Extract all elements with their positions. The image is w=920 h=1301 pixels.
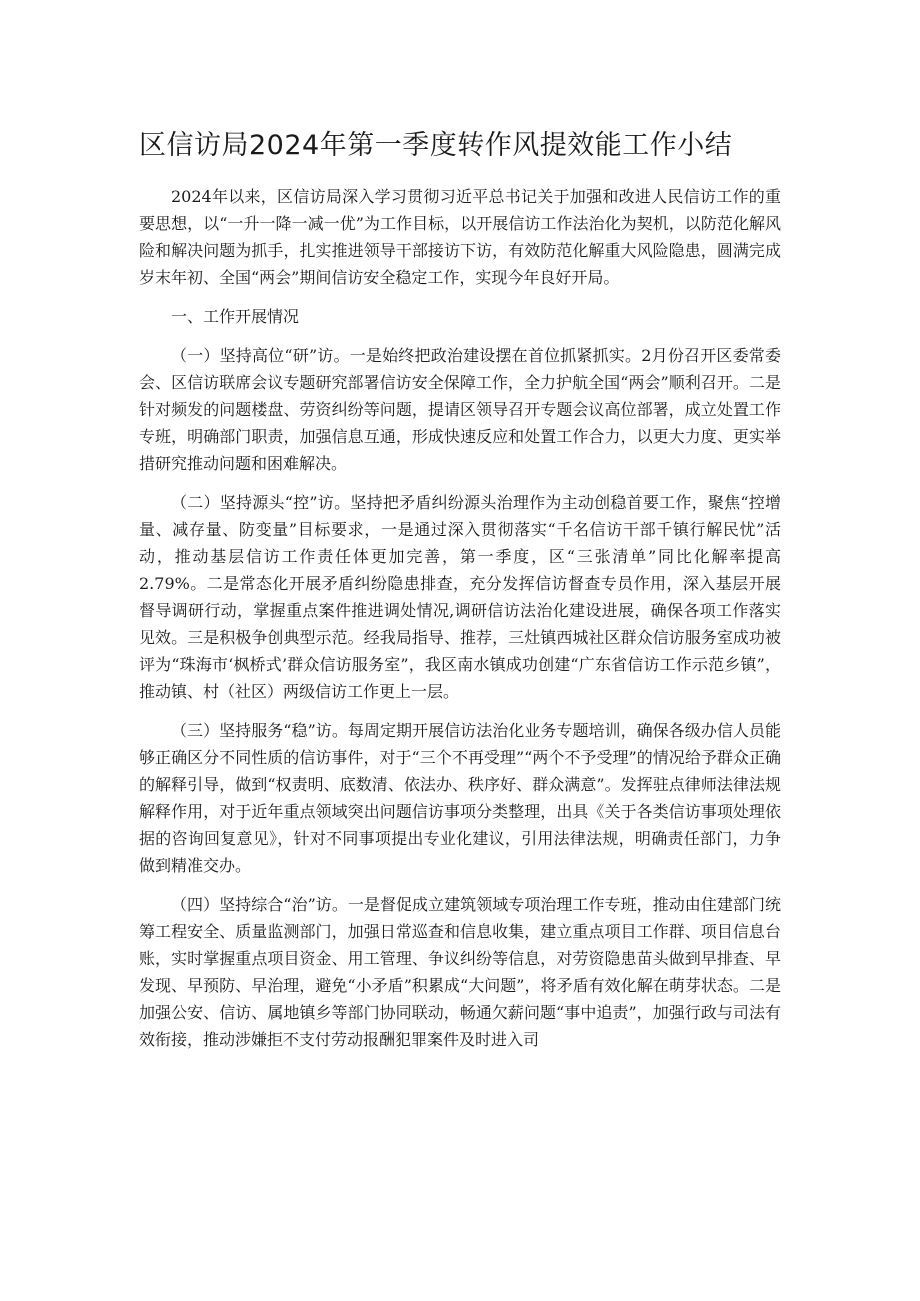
document-body [139,183,781,1065]
section-heading-work-status: 一、工作开展情况 [171,307,300,326]
paragraph-research-visits: （一）坚持高位“研”访。一是始终把政治建设摆在首位抓紧抓实。2月份召开区委常委会、区信访联席会议专题研究部署信访安全保障工作，全力护航全国“两会”顺利召开。二是针对频发的问题楼盘、劳资纠纷等问题，提请区领导召开专题会议高位部署，成立处置工作专班，明确部门职责，加强信息互通，形成快速反应和处置工作合力，以更大力度、更实举措研究推动问题和困难解决。 [139,346,781,473]
paragraph-comprehensive-governance: （四）坚持综合“治”访。一是督促成立建筑领域专项治理工作专班，推动由住建部门统筹工程安全、质量监测部门，加强日常巡查和信息收集，建立重点项目工作群、项目信息台账，实时掌握重点项目资金、用工管理、争议纠纷等信息，对劳资隐患苗头做到早排查、早发现、早预防、早治理，避免“小矛盾”积累成“大问题”，将矛盾有效化解在萌芽状态。二是加强公安、信访、属地镇乡等部门协同联动，畅通欠薪问题“事中追责”，加强行政与司法有效衔接，推动涉嫌拒不支付劳动报酬犯罪案件及时进入司 [139,895,781,1049]
paragraph-source-control: （二）坚持源头“控”访。坚持把矛盾纠纷源头治理作为主动创稳首要工作，聚焦“控增量、减存量、防变量”目标要求，一是通过深入贯彻落实“千名信访干部千镇行解民忧”活动，推动基层信访工作责任体更加完善，第一季度，区“三张清单”同比化解率提高2.79%。二是常态化开展矛盾纠纷隐患排查，充分发挥信访督查专员作用，深入基层开展督导调研行动，掌握重点案件推进调处情况,调研信访法治化建设进展，确保各项工作落实见效。三是积极争创典型示范。经我局指导、推荐，三灶镇西城社区群众信访服务室成功被评为“珠海市‘枫桥式’群众信访服务室”，我区南水镇成功创建“广东省信访工作示范乡镇”，推动镇、村（社区）两级信访工作更上一层。 [139,493,781,701]
document-title: 区信访局2024年第一季度转作风提效能工作小结 [139,130,733,161]
paragraph-service-stability: （三）坚持服务“稳”访。每周定期开展信访法治化业务专题培训，确保各级办信人员能够正确区分不同性质的信访事件，对于“三个不再受理”“两个不予受理”的情况给予群众正确的解释引导，做到“权责明、底数清、依法办、秩序好、群众满意”。发挥驻点律师法律法规解释作用，对于近年重点领域突出问题信访事项分类整理，出具《关于各类信访事项处理依据的咨询回复意见》，针对不同事项提出专业化建议，引用法律法规，明确责任部门，力争做到精准交办。 [139,721,781,875]
intro-paragraph: 2024年以来，区信访局深入学习贯彻习近平总书记关于加强和改进人民信访工作的重要思想，以“一升一降一减一优”为工作目标，以开展信访工作法治化为契机，以防范化解风险和解决问题为抓手，扎实推进领导干部接访下访，有效防范化解重大风险隐患，圆满完成岁末年初、全国“两会”期间信访安全稳定工作，实现今年良好开局。 [139,187,781,287]
